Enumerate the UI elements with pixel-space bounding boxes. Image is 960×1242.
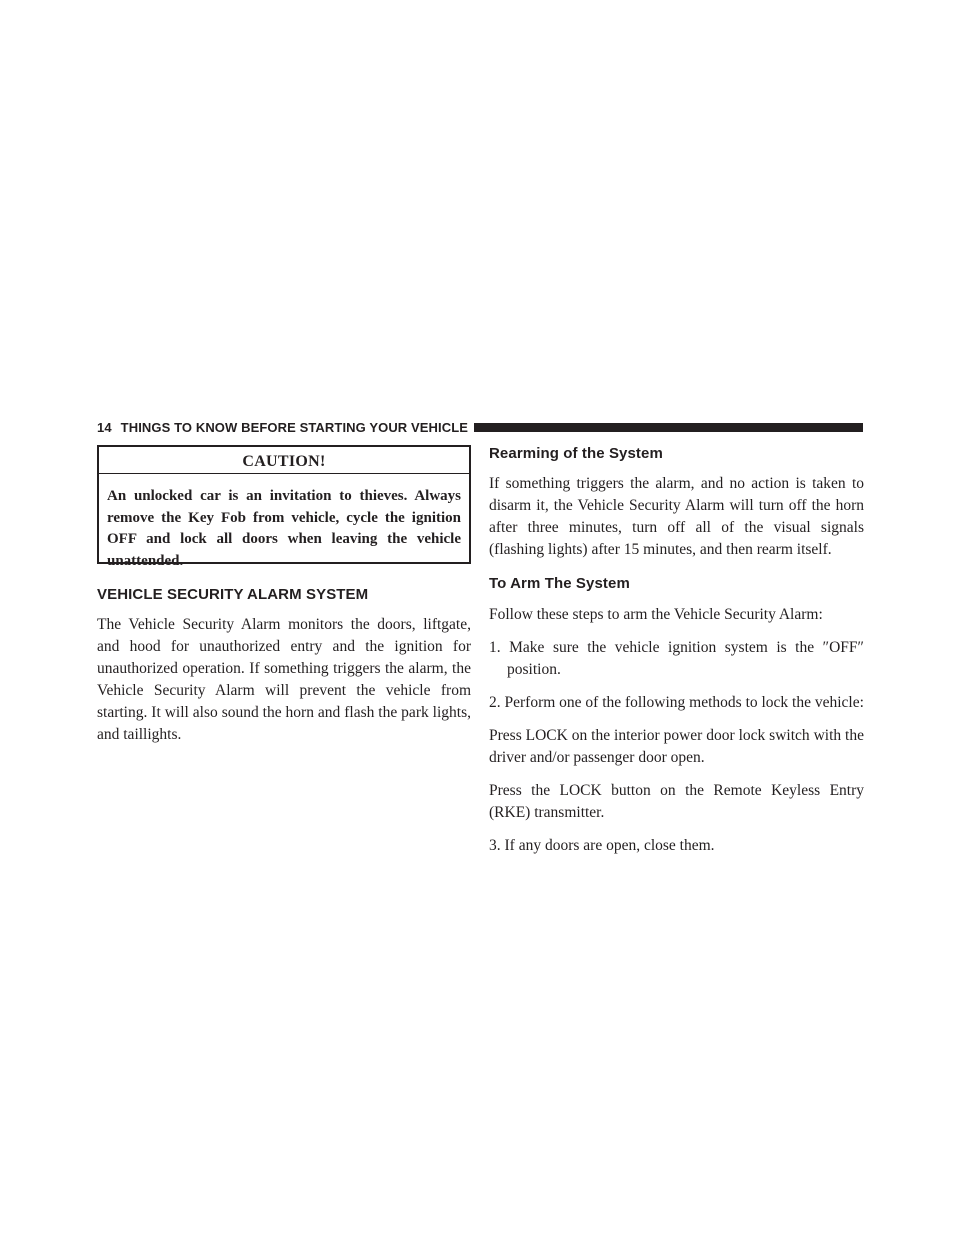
vehicle-security-paragraph: The Vehicle Security Alarm monitors the doors, liftgate, and hood for unauthorized entry and the ignition for unauthorized operation. If something triggers the alarm, the Vehicle Security Alarm will prevent the vehicle from starting. It will also sound the horn and flash the park lights, and taillights. — [97, 616, 471, 743]
section-heading-vehicle-security: VEHICLE SECURITY ALARM SYSTEM — [97, 586, 369, 603]
arm-method-2: Press the LOCK button on the Remote Keyless Entry (RKE) transmitter. — [489, 782, 864, 821]
arm-step-2: 2. Perform one of the following methods to lock the vehicle: — [489, 694, 864, 711]
arm-method-1: Press LOCK on the interior power door lock switch with the driver and/or passenger door open. — [489, 727, 864, 766]
header-rule — [474, 423, 863, 432]
caution-text: An unlocked car is an invitation to thieves. Always remove the Key Fob from vehicle, cycle the ignition OFF and lock all doors when leaving the vehicle unattended. — [107, 488, 461, 569]
left-column — [97, 445, 471, 746]
section-heading-rearming: Rearming of the System — [489, 445, 663, 462]
page-number: 14 — [97, 419, 112, 435]
caution-box — [97, 445, 471, 569]
caution-title: CAUTION! — [99, 447, 469, 474]
section-heading-arm: To Arm The System — [489, 575, 630, 592]
arm-step-1: 1. Make sure the vehicle ignition system is the ″OFF″ position. — [489, 639, 864, 678]
right-column — [489, 445, 864, 857]
arm-step-3: 3. If any doors are open, close them. — [489, 837, 715, 854]
rearming-paragraph: If something triggers the alarm, and no action is taken to disarm it, the Vehicle Security Alarm will turn off the horn after three minutes, turn off all of the visual signals (flashing lights) after 15 minutes, and then rearm itself. — [489, 475, 864, 558]
page-header — [97, 419, 863, 435]
chapter-title: THINGS TO KNOW BEFORE STARTING YOUR VEHICLE — [120, 419, 469, 435]
arm-intro: Follow these steps to arm the Vehicle Security Alarm: — [489, 606, 823, 623]
